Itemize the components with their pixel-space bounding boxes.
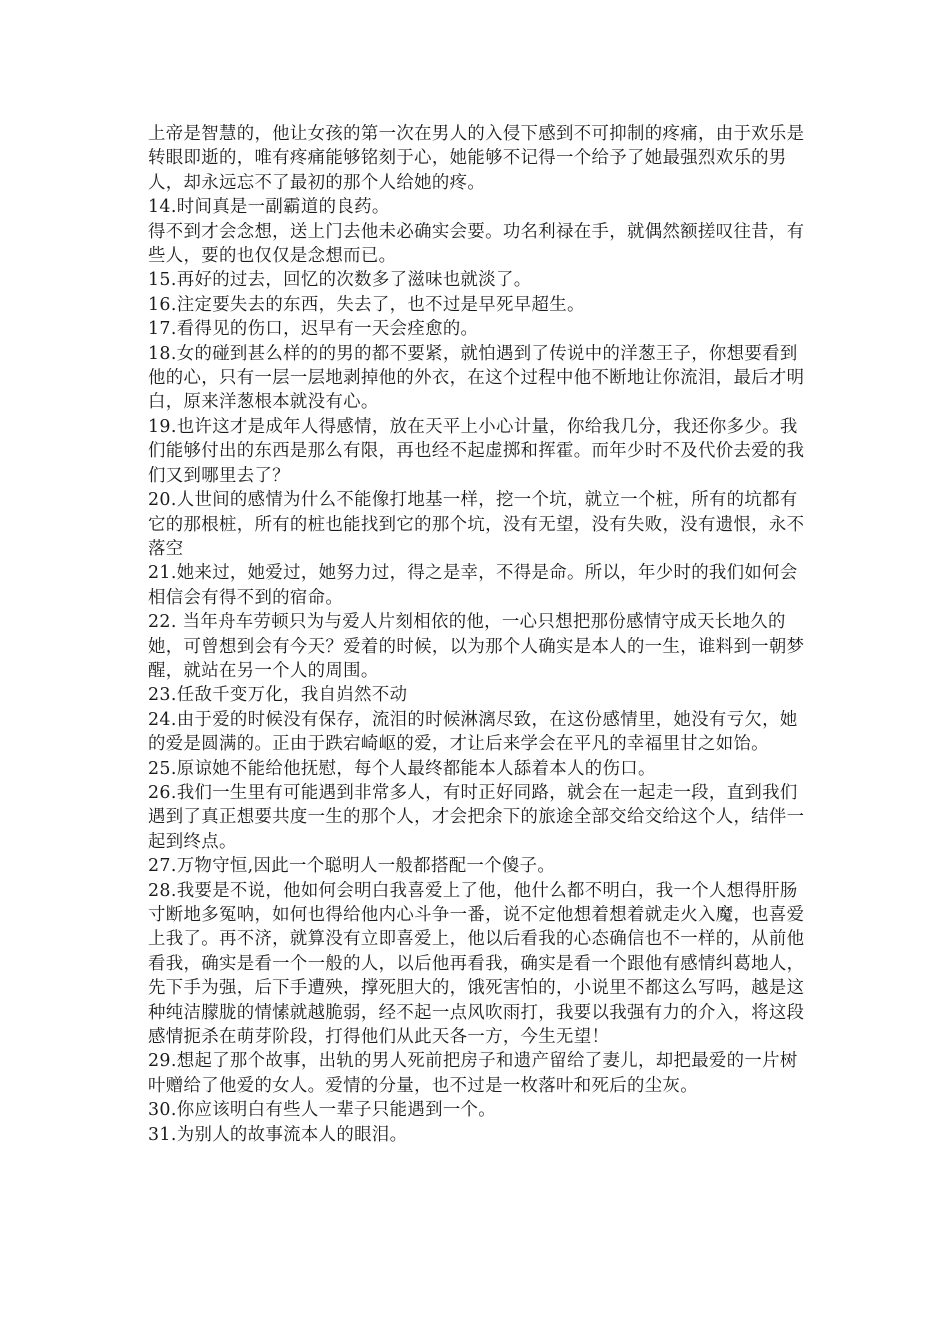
- paragraph-23: 23.任敌千变万化，我自岿然不动: [148, 685, 408, 706]
- paragraph-27: 27.万物守恒,因此一个聪明人一般都搭配一个傻子。: [148, 856, 556, 877]
- paragraph-15: 15.再好的过去，回忆的次数多了滋味也就淡了。: [148, 270, 532, 291]
- paragraph-31: 31.为别人的故事流本人的眼泪。: [148, 1124, 408, 1145]
- paragraph-14-body: 得不到才会念想，送上门去他未必确实会要。功名利禄在手，就偶然额搓叹往昔，有些人，要的也仅仅是念想而已。: [148, 221, 805, 267]
- paragraph-18: 18.女的碰到甚么样的的男的都不要紧，就怕遇到了传说中的洋葱王子，你想要看到他的心，只有一层一层地剥掉他的外衣，在这个过程中他不断地让你流泪，最后才明白，原来洋葱根本就没有心。: [148, 343, 805, 413]
- paragraph-20: 20.人世间的感情为什么不能像打地基一样，挖一个坑，就立一个桩，所有的坑都有它的那根桩，所有的桩也能找到它的那个坑，没有无望，没有失败，没有遗恨，永不落空: [148, 490, 805, 559]
- document-body: [148, 122, 812, 1147]
- paragraph-intro: 上帝是智慧的，他让女孩的第一次在男人的入侵下感到不可抑制的疼痛，由于欢乐是转眼即逝的，唯有疼痛能够铭刻于心，她能够不记得一个给予了她最强烈欢乐的男人，却永远忘不了最初的那个人给她的疼。: [148, 124, 805, 193]
- paragraph-25: 25.原谅她不能给他抚慰，每个人最终都能本人舔着本人的伤口。: [148, 758, 656, 779]
- paragraph-16: 16.注定要失去的东西，失去了，也不过是早死早超生。: [148, 294, 585, 315]
- paragraph-19: 19.也许这才是成年人得感情，放在天平上小心计量，你给我几分，我还你多少。我们能够付出的东西是那么有限，再也经不起虚掷和挥霍。而年少时不及代价去爱的我们又到哪里去了？: [148, 416, 805, 486]
- paragraph-17: 17.看得见的伤口，迟早有一天会痊愈的。: [148, 319, 479, 340]
- paragraph-14: 14.时间真是一副霸道的良药。: [148, 197, 390, 218]
- paragraph-26: 26.我们一生里有可能遇到非常多人，有时正好同路，就会在一起走一段，直到我们遇到了真正想要共度一生的那个人，才会把余下的旅途全部交给交给这个人，结伴一起到终点。: [148, 782, 805, 852]
- paragraph-28: 28.我要是不说，他如何会明白我喜爱上了他，他什么都不明白，我一个人想得肝肠寸断地多冤呐，如何也得给他内心斗争一番，说不定他想着想着就走火入魔，也喜爱上我了。再不济，就算没有立即喜爱上，他以后看我的心态确信也不一样的，从前他看我，确实是看一个一般的人，以后他再看我，确实是看一个跟他有感情纠葛地人，先下手为强，后下手遭殃，撑死胆大的，饿死害怕的，小说里不都这么写吗，越是这种纯洁朦胧的情愫就越脆弱，经不起一点风吹雨打，我要以我强有力的介入，将这段感情扼杀在萌芽阶段，打得他们从此天各一方，今生无望！: [148, 880, 805, 1048]
- paragraph-30: 30.你应该明白有些人一辈子只能遇到一个。: [148, 1100, 497, 1121]
- paragraph-29: 29.想起了那个故事，出轨的男人死前把房子和遗产留给了妻儿，却把最爱的一片树叶赠给了他爱的女人。爱情的分量，也不过是一枚落叶和死后的尘灰。: [148, 1051, 798, 1096]
- paragraph-22: 22. 当年舟车劳顿只为与爱人片刻相依的他，一心只想把那份感情守成天长地久的她，可曾想到会有今天？爱着的时候，以为那个人确实是本人的一生，谁料到一朝梦醒，就站在另一个人的周围。: [148, 612, 805, 681]
- paragraph-21: 21.她来过，她爱过，她努力过，得之是幸，不得是命。所以，年少时的我们如何会相信会有得不到的宿命。: [148, 563, 798, 608]
- paragraph-24: 24.由于爱的时候没有保存，流泪的时候淋漓尽致，在这份感情里，她没有亏欠，她的爱是圆满的。正由于跌宕崎岖的爱，才让后来学会在平凡的幸福里甘之如饴。: [148, 709, 798, 755]
